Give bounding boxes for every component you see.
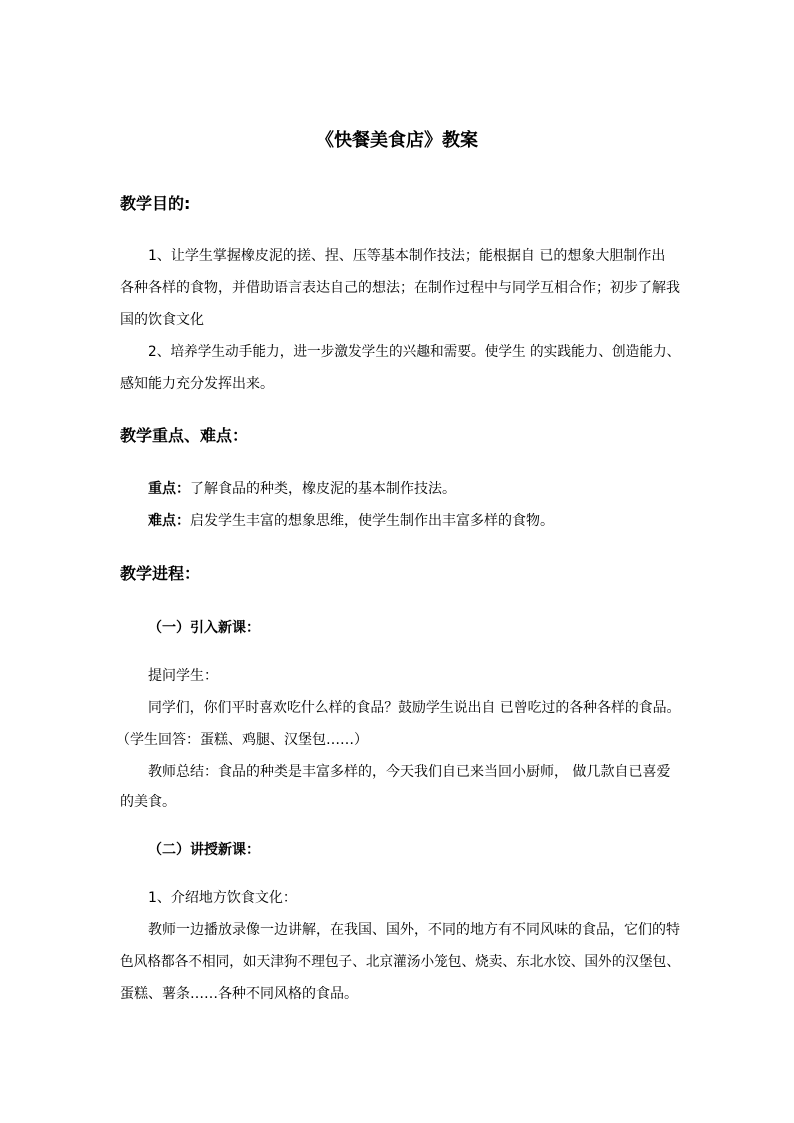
key-point-text: 了解食品的种类，橡皮泥的基本制作技法。 <box>190 481 456 497</box>
objective-line-5: 感知能力充分发挥出来。 <box>120 376 274 392</box>
objective-line-2: 各种各样的食物，并借助语言表达自己的想法；在制作过程中与同学互相合作；初步了解我 <box>120 280 680 296</box>
section2-line-4: 蛋糕、薯条……各种不同风格的食品。 <box>120 986 358 1002</box>
key-point-label: 重点： <box>148 481 190 497</box>
section1-line-4: 教师总结：食品的种类是丰富多样的，今天我们自已来当回小厨师， 做几款自已喜爱 <box>148 764 671 780</box>
section1-heading: （一）引入新课： <box>148 620 260 636</box>
objective-line-4: 2、培养学生动手能力，进一步激发学生的兴趣和需要。使学生 的实践能力、创造能力、 <box>148 344 681 360</box>
process-heading: 教学进程： <box>120 564 201 583</box>
difficult-point-text: 启发学生丰富的想象思维，使学生制作出丰富多样的食物。 <box>190 513 554 529</box>
objective-line-1: 1、让学生掌握橡皮泥的搓、捏、压等基本制作技法；能根据自 已的想象大胆制作出 <box>148 248 666 264</box>
difficult-point-label: 难点： <box>148 513 190 529</box>
section2-line-2: 教师一边播放录像一边讲解，在我国、国外，不同的地方有不同风味的食品，它们的特 <box>148 922 680 938</box>
key-point-line <box>148 479 456 499</box>
section1-line-2: 同学们，你们平时喜欢吃什么样的食品？鼓励学生说出自 已曾吃过的各种各样的食品。 <box>148 700 681 716</box>
section1-line-3: （学生回答：蛋糕、鸡腿、汉堡包……） <box>116 732 368 748</box>
objective-line-3: 国的饮食文化 <box>120 312 204 328</box>
key-points-heading: 教学重点、难点： <box>120 426 249 445</box>
difficult-point-line <box>148 511 554 531</box>
section2-line-3: 色风格都各不相同，如天津狗不理包子、北京灌汤小笼包、烧卖、东北水饺、国外的汉堡包、 <box>120 954 680 970</box>
section1-line-1: 提问学生： <box>148 668 218 684</box>
document-title: 《快餐美食店》教案 <box>316 130 478 151</box>
section2-line-1: 1、介绍地方饮食文化： <box>148 890 297 906</box>
section2-heading: （二）讲授新课： <box>148 842 260 858</box>
objectives-heading: 教学目的: <box>120 194 191 213</box>
section1-line-5: 的美食。 <box>120 794 176 810</box>
